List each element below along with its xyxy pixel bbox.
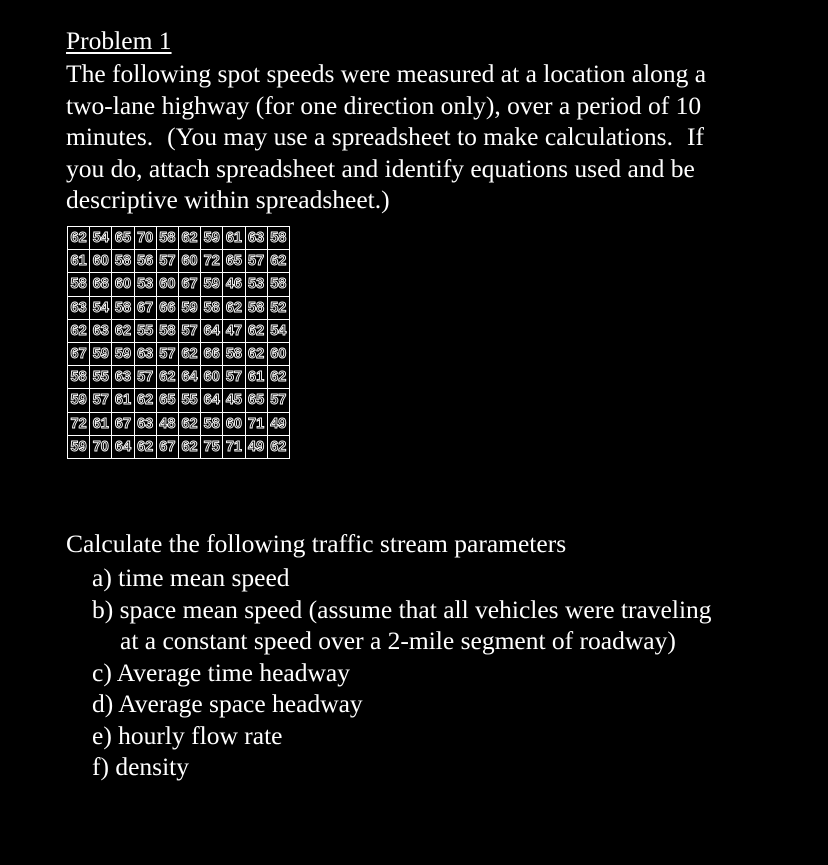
- calculation-intro: Calculate the following traffic stream parameters: [66, 529, 567, 558]
- speed-cell: 72: [68, 412, 90, 435]
- speed-cell: 58: [267, 227, 289, 250]
- speed-cell: 60: [156, 273, 178, 296]
- speed-cell: 62: [134, 389, 156, 412]
- speed-cell: 59: [90, 342, 112, 365]
- problem-title: Problem 1: [66, 26, 172, 55]
- speed-cell: 53: [245, 273, 267, 296]
- speed-cell: 45: [223, 389, 245, 412]
- speed-cell: 60: [112, 273, 134, 296]
- speed-cell: 63: [68, 296, 90, 319]
- speed-cell: 58: [223, 342, 245, 365]
- statement-line-3a: minutes.: [66, 122, 154, 151]
- spot-speed-table-body: [68, 227, 290, 459]
- speed-cell: 66: [156, 296, 178, 319]
- speed-cell: 54: [90, 227, 112, 250]
- table-row: [68, 435, 290, 458]
- speed-cell: 62: [267, 250, 289, 273]
- speed-cell: 58: [156, 227, 178, 250]
- statement-line-3: [66, 121, 826, 153]
- speed-cell: 52: [267, 296, 289, 319]
- speed-cell: 63: [245, 227, 267, 250]
- speed-cell: 61: [90, 412, 112, 435]
- speed-cell: 59: [68, 389, 90, 412]
- speed-cell: 60: [223, 412, 245, 435]
- speed-cell: 59: [201, 273, 223, 296]
- speed-cell: 62: [134, 435, 156, 458]
- speed-cell: 60: [90, 250, 112, 273]
- parameter-b-continuation: at a constant speed over a 2-mile segment of roadway): [120, 626, 676, 655]
- speed-cell: 58: [245, 296, 267, 319]
- speed-cell: 61: [68, 250, 90, 273]
- speed-cell: 63: [134, 412, 156, 435]
- speed-cell: 62: [178, 227, 200, 250]
- parameter-f: f) density: [92, 752, 190, 781]
- speed-cell: 53: [134, 273, 156, 296]
- table-row: [68, 227, 290, 250]
- speed-cell: 67: [156, 435, 178, 458]
- speed-cell: 57: [156, 342, 178, 365]
- speed-cell: 63: [134, 342, 156, 365]
- speed-cell: 71: [245, 412, 267, 435]
- speed-cell: 62: [267, 366, 289, 389]
- parameter-e: e) hourly flow rate: [92, 720, 283, 750]
- speed-cell: 64: [201, 389, 223, 412]
- speed-cell: 66: [201, 342, 223, 365]
- speed-cell: 67: [178, 273, 200, 296]
- statement-line-2: two-lane highway (for one direction only), over a period of 10: [66, 90, 702, 120]
- speed-cell: 57: [223, 366, 245, 389]
- speed-cell: 63: [90, 319, 112, 342]
- speed-cell: 55: [134, 319, 156, 342]
- speed-cell: 61: [223, 227, 245, 250]
- speed-cell: 57: [178, 319, 200, 342]
- speed-cell: 72: [201, 250, 223, 273]
- speed-cell: 62: [178, 435, 200, 458]
- speed-cell: 60: [267, 342, 289, 365]
- speed-cell: 62: [156, 366, 178, 389]
- speed-cell: 64: [178, 366, 200, 389]
- speed-cell: 46: [223, 273, 245, 296]
- speed-cell: 49: [267, 412, 289, 435]
- speed-cell: 59: [112, 342, 134, 365]
- speed-cell: 75: [201, 435, 223, 458]
- speed-cell: 57: [156, 250, 178, 273]
- table-row: [68, 342, 290, 365]
- speed-cell: 65: [223, 250, 245, 273]
- speed-cell: 62: [68, 319, 90, 342]
- speed-cell: 56: [134, 250, 156, 273]
- speed-cell: 67: [68, 342, 90, 365]
- speed-cell: 61: [245, 366, 267, 389]
- speed-cell: 62: [223, 296, 245, 319]
- speed-cell: 49: [245, 435, 267, 458]
- parameter-b: b) space mean speed (assume that all vehicles were traveling: [92, 594, 712, 624]
- speed-cell: 58: [156, 319, 178, 342]
- speed-cell: 58: [201, 412, 223, 435]
- table-row: [68, 296, 290, 319]
- parameter-list: [92, 562, 712, 783]
- speed-cell: 71: [223, 435, 245, 458]
- speed-cell: 70: [90, 435, 112, 458]
- speed-cell: 48: [156, 412, 178, 435]
- speed-cell: 65: [156, 389, 178, 412]
- speed-cell: 57: [134, 366, 156, 389]
- speed-cell: 62: [245, 342, 267, 365]
- speed-cell: 62: [245, 319, 267, 342]
- speed-cell: 54: [267, 319, 289, 342]
- statement-line-3c: If: [686, 122, 704, 151]
- speed-cell: 58: [201, 296, 223, 319]
- speed-cell: 58: [112, 296, 134, 319]
- speed-cell: 64: [112, 435, 134, 458]
- speed-cell: 62: [112, 319, 134, 342]
- speed-cell: 47: [223, 319, 245, 342]
- parameter-c: c) Average time headway: [92, 657, 350, 687]
- table-row: [68, 319, 290, 342]
- table-row: [68, 412, 290, 435]
- speed-cell: 62: [178, 412, 200, 435]
- speed-cell: 63: [112, 366, 134, 389]
- speed-cell: 64: [201, 319, 223, 342]
- parameter-d: d) Average space headway: [92, 689, 363, 718]
- speed-cell: 58: [267, 273, 289, 296]
- speed-cell: 62: [178, 342, 200, 365]
- speed-cell: 58: [112, 250, 134, 273]
- speed-cell: 65: [112, 227, 134, 250]
- statement-line-4: you do, attach spreadsheet and identify equations used and be: [66, 153, 695, 183]
- speed-cell: 55: [90, 366, 112, 389]
- statement-line-5: descriptive within spreadsheet.): [66, 185, 390, 214]
- speed-cell: 62: [68, 227, 90, 250]
- speed-cell: 67: [134, 296, 156, 319]
- speed-cell: 59: [201, 227, 223, 250]
- speed-cell: 60: [178, 250, 200, 273]
- speed-cell: 70: [134, 227, 156, 250]
- speed-cell: 55: [178, 389, 200, 412]
- statement-line-3b: (You may use a spreadsheet to make calculations.: [167, 122, 673, 151]
- problem-statement: [66, 58, 826, 216]
- spot-speed-table: [67, 226, 290, 459]
- speed-cell: 67: [112, 412, 134, 435]
- table-row: [68, 273, 290, 296]
- speed-cell: 59: [68, 435, 90, 458]
- speed-cell: 54: [90, 296, 112, 319]
- statement-line-1: The following spot speeds were measured at a location along a: [66, 59, 707, 88]
- speed-cell: 57: [267, 389, 289, 412]
- speed-cell: 61: [112, 389, 134, 412]
- speed-cell: 65: [245, 389, 267, 412]
- table-row: [68, 389, 290, 412]
- table-row: [68, 366, 290, 389]
- speed-cell: 57: [90, 389, 112, 412]
- speed-cell: 58: [68, 366, 90, 389]
- speed-cell: 68: [90, 273, 112, 296]
- speed-cell: 58: [68, 273, 90, 296]
- speed-cell: 62: [267, 435, 289, 458]
- parameter-a: a) time mean speed: [92, 563, 290, 592]
- table-row: [68, 250, 290, 273]
- speed-cell: 59: [178, 296, 200, 319]
- speed-cell: 60: [201, 366, 223, 389]
- speed-cell: 57: [245, 250, 267, 273]
